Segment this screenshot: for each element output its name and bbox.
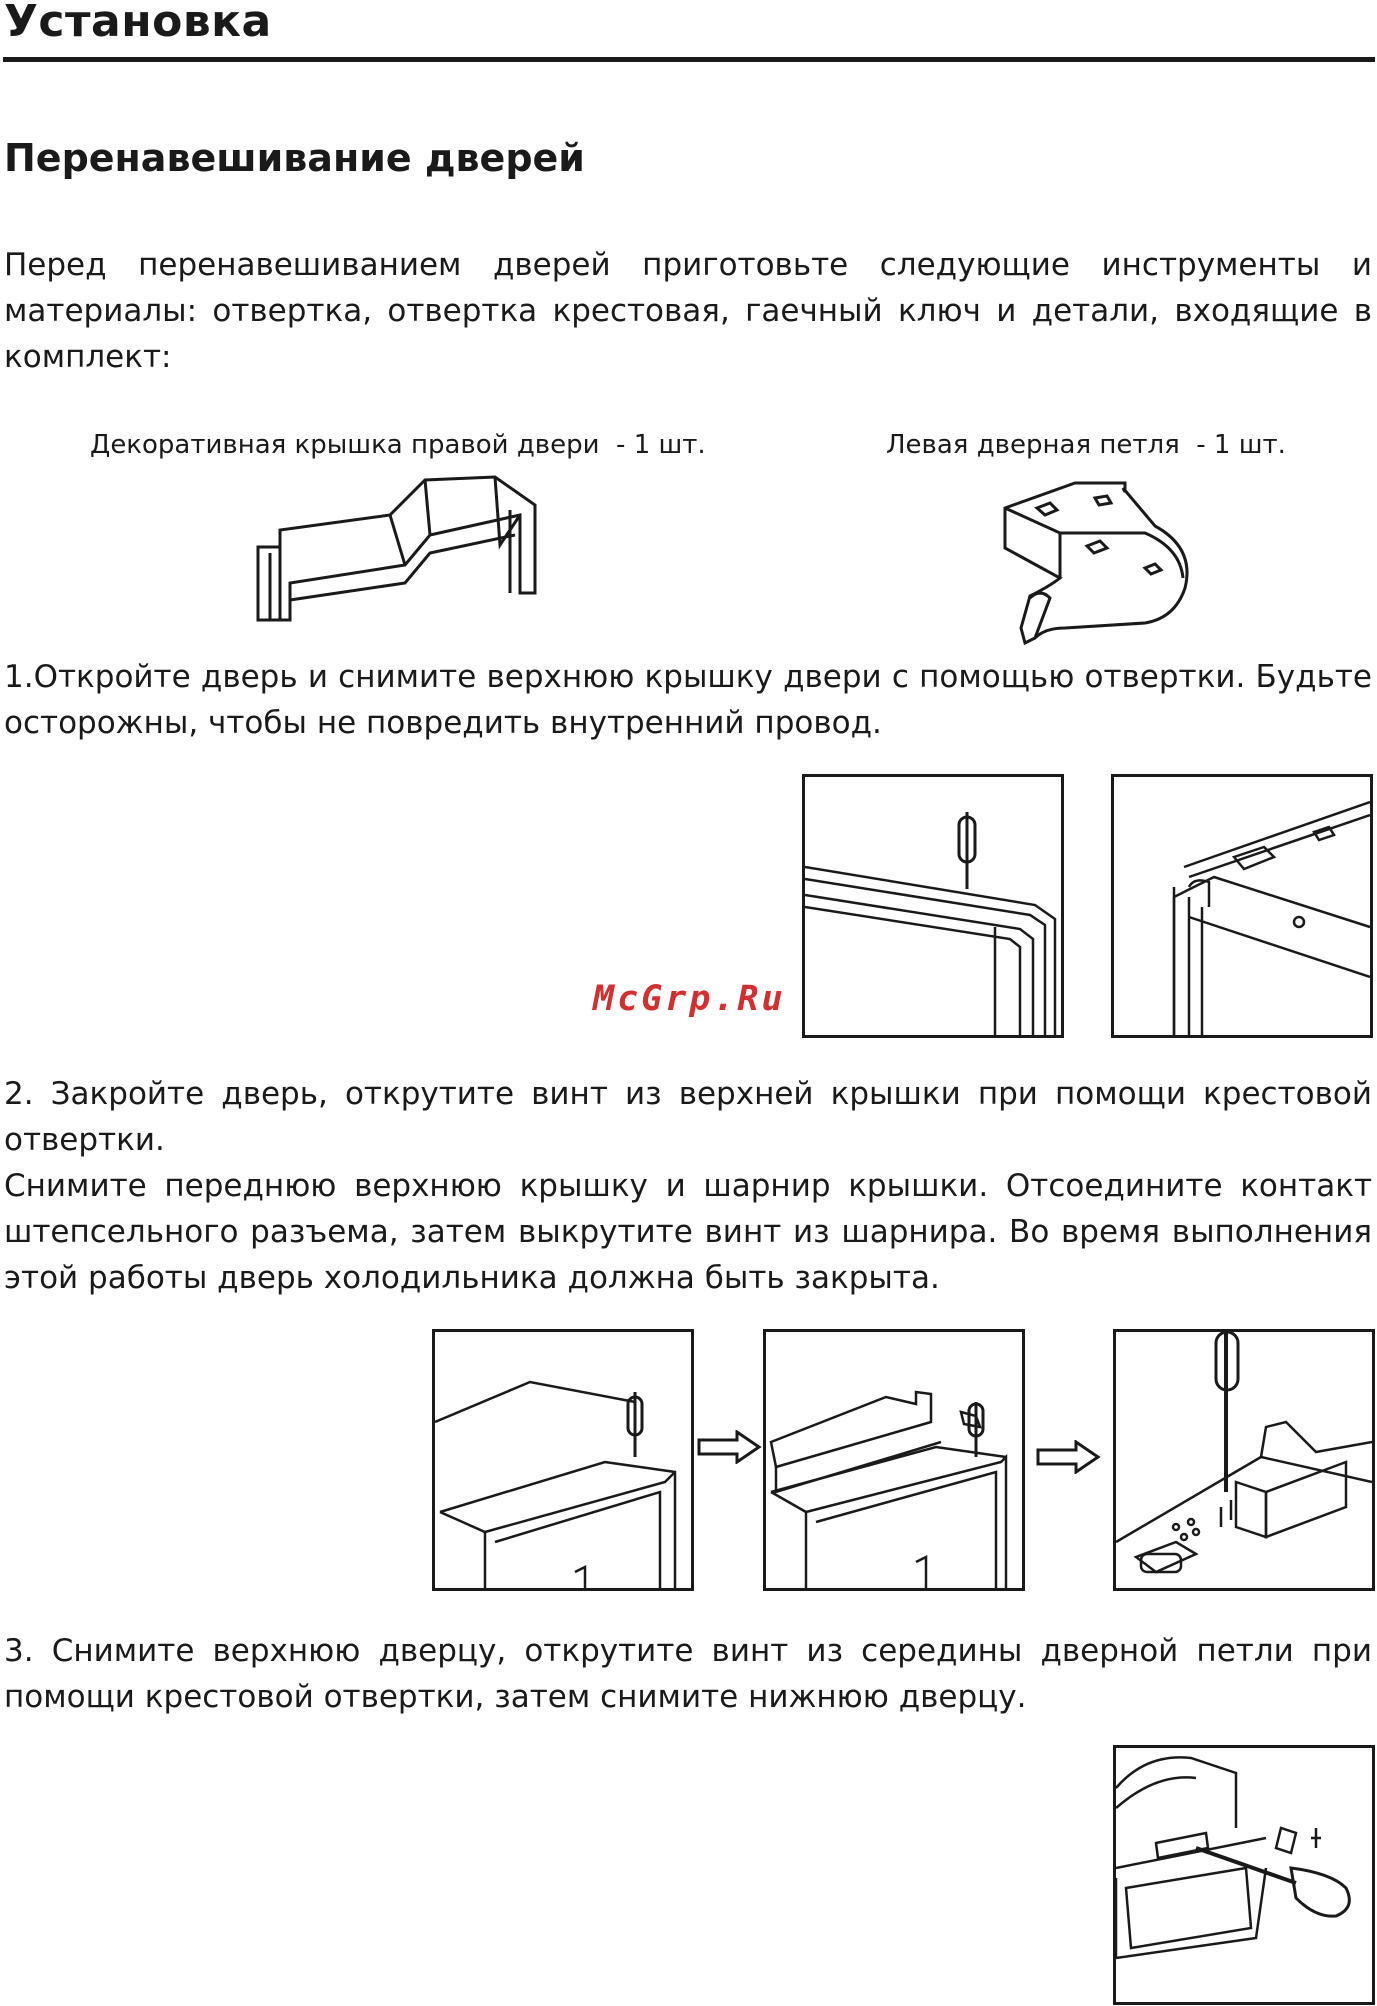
section-title: Перенавешивание дверей [4,136,585,180]
step-2-figure-a [432,1329,694,1591]
part-qty: - 1 шт. [1196,430,1286,460]
part-caption-cover [90,430,706,460]
step-2-text: 2. Закройте дверь, открутите винт из верхней крышки при помощи крестовой отвертки. [4,1076,1372,1158]
part-caption-hinge [886,430,1286,460]
step-2-figure-b [763,1329,1025,1591]
step-2-figure-c [1113,1329,1375,1591]
intro-paragraph: Перед перенавешиванием дверей приготовьте следующие инструменты и материалы: отвертка, отвертка крестовая, гаечный ключ и детали, входящие в комплект: [4,247,1372,375]
part-name: Левая дверная петля [886,430,1180,460]
page-title: Установка [4,0,272,47]
step-3-text: 3. Снимите верхнюю дверцу, открутите винт из середины дверной петли при помощи крестовой отвертки, затем снимите нижнюю дверцу. [4,1633,1372,1715]
step-1-figure-a [802,774,1064,1038]
step-1-text: 1.Откройте дверь и снимите верхнюю крышку двери с помощью отвертки. Будьте осторожны, чтобы не повредить внутренний провод. [4,659,1372,741]
step-2-detail-text: Снимите переднюю верхнюю крышку и шарнир крышки. Отсоедините контакт штепсельного разъема, затем выкрутите винт из шарнира. Во время выполнения этой работы дверь холодильника должна быть закрыта. [4,1168,1372,1296]
title-divider [3,57,1375,62]
door-cover-illustration [250,475,540,630]
part-name: Декоративная крышка правой двери [90,430,600,460]
part-qty: - 1 шт. [616,430,706,460]
step-3-figure [1113,1745,1375,2005]
arrow-right-icon [1036,1440,1102,1478]
step-1-figure-b [1111,774,1373,1038]
left-hinge-illustration [995,478,1205,648]
watermark: McGrp.Ru [593,979,786,1019]
arrow-right-icon [697,1430,763,1468]
